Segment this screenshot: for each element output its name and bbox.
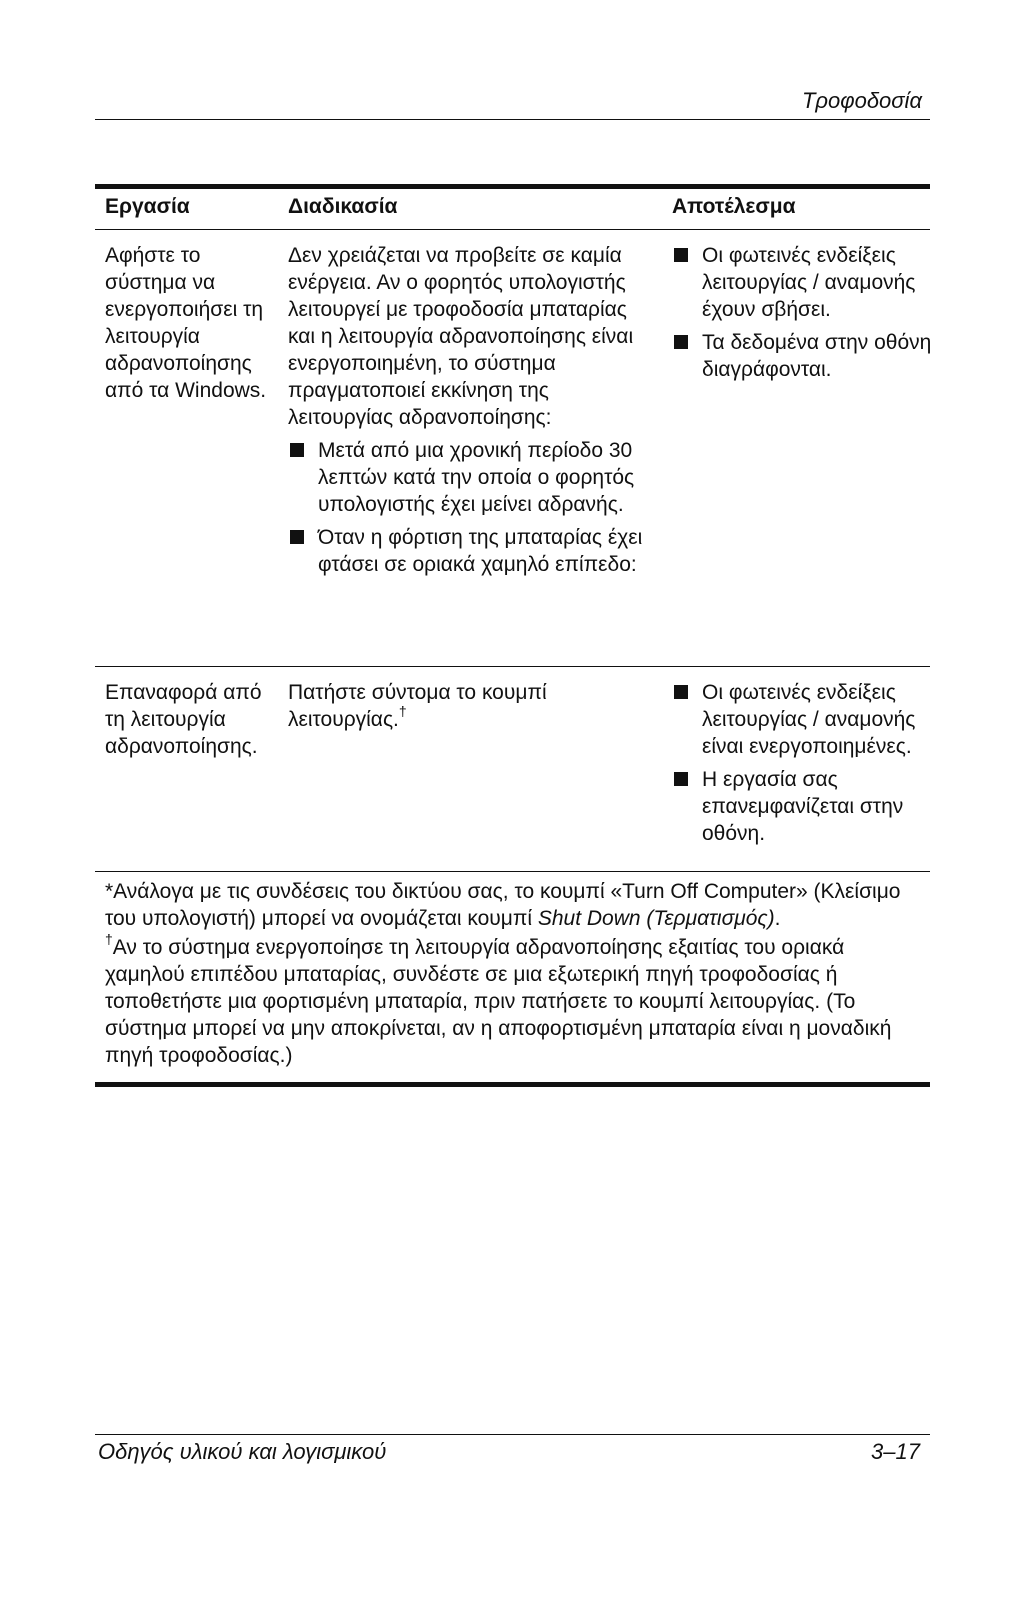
- list-item: [672, 242, 932, 323]
- list-item: [288, 437, 658, 518]
- column-header-task: Εργασία: [105, 195, 190, 218]
- square-bullet-icon: [674, 335, 688, 349]
- task-cell: Αφήστε το σύστημα να ενεργοποιήσει τη λειτουργία αδρανοποίησης από τα Windows.: [105, 244, 267, 402]
- list-item: [672, 679, 932, 760]
- header-rule: [95, 119, 930, 120]
- list-item-text: Όταν η φόρτιση της μπαταρίας έχει φτάσει σε οριακά χαμηλό επίπεδο:: [318, 526, 643, 576]
- list-item-text: Η εργασία σας επανεμφανίζεται στην οθόνη.: [702, 768, 904, 845]
- column-header-procedure: Διαδικασία: [288, 195, 398, 218]
- power-table: [95, 184, 930, 1087]
- running-head: Τροφοδοσία: [801, 88, 922, 113]
- square-bullet-icon: [290, 530, 304, 544]
- table-footnotes: [95, 872, 930, 1087]
- page-number: 3–17: [871, 1439, 920, 1464]
- column-header-result: Αποτέλεσμα: [672, 195, 796, 218]
- procedure-cell: [288, 242, 658, 578]
- list-item-text: Μετά από μια χρονική περίοδο 30 λεπτών κατά την οποία ο φορητός υπολογιστής έχει μείνει αδρανής.: [318, 439, 635, 516]
- square-bullet-icon: [674, 772, 688, 786]
- list-item: [288, 524, 658, 578]
- footer-book-title: Οδηγός υλικού και λογισμικού: [98, 1439, 387, 1464]
- table-header: [95, 189, 930, 230]
- result-cell: [672, 679, 932, 847]
- square-bullet-icon: [290, 443, 304, 457]
- task-cell: Επαναφορά από τη λειτουργία αδρανοποίησης.: [105, 681, 262, 758]
- procedure-cell: [288, 679, 658, 733]
- dagger-mark: †: [105, 931, 113, 947]
- list-item-text: Οι φωτεινές ενδείξεις λειτουργίας / αναμονής έχουν σβήσει.: [702, 244, 916, 321]
- list-item-text: Οι φωτεινές ενδείξεις λειτουργίας / αναμονής είναι ενεργοποιημένες.: [702, 681, 916, 758]
- list-item-text: Τα δεδομένα στην οθόνη διαγράφονται.: [702, 331, 932, 381]
- dagger-mark: †: [398, 703, 407, 719]
- procedure-text: Πατήστε σύντομα το κουμπί λειτουργίας.: [288, 681, 547, 731]
- table-row: [95, 667, 930, 872]
- square-bullet-icon: [674, 248, 688, 262]
- list-item: [672, 766, 932, 847]
- list-item: [672, 329, 932, 383]
- footnote-dagger: †Αν το σύστημα ενεργοποίησε τη λειτουργία αδρανοποίησης εξαιτίας του οριακά χαμηλού επιπέδου μπαταρίας, συνδέστε σε μια εξωτερική πηγή τροφοδοσίας ή τοποθετήστε μια φορτισμένη μπαταρία, πριν πατήσετε το κουμπί λειτουργίας. (Το σύστημα μπορεί να μην αποκρίνεται, αν η αποφορτισμένη μπαταρία είναι η μοναδική πηγή τροφοδοσίας.): [105, 931, 892, 1067]
- result-cell: [672, 242, 932, 383]
- footer-rule: [95, 1434, 930, 1435]
- square-bullet-icon: [674, 685, 688, 699]
- footnote-asterisk: *Ανάλογα με τις συνδέσεις του δικτύου σας, το κουμπί «Turn Off Computer» (Κλείσιμο του υπολογιστή) μπορεί να ονομάζεται κουμπί Shut Down (Τερματισμός).: [105, 880, 901, 930]
- procedure-text: Δεν χρειάζεται να προβείτε σε καμία ενέργεια. Αν ο φορητός υπολογιστής λειτουργεί με τροφοδοσία μπαταρίας και η λειτουργία αδρανοποίησης είναι ενεργοποιημένη, το σύστημα πραγματοποιεί εκκίνηση της λειτουργίας αδρανοποίησης:: [288, 244, 634, 429]
- table-row: [95, 230, 930, 667]
